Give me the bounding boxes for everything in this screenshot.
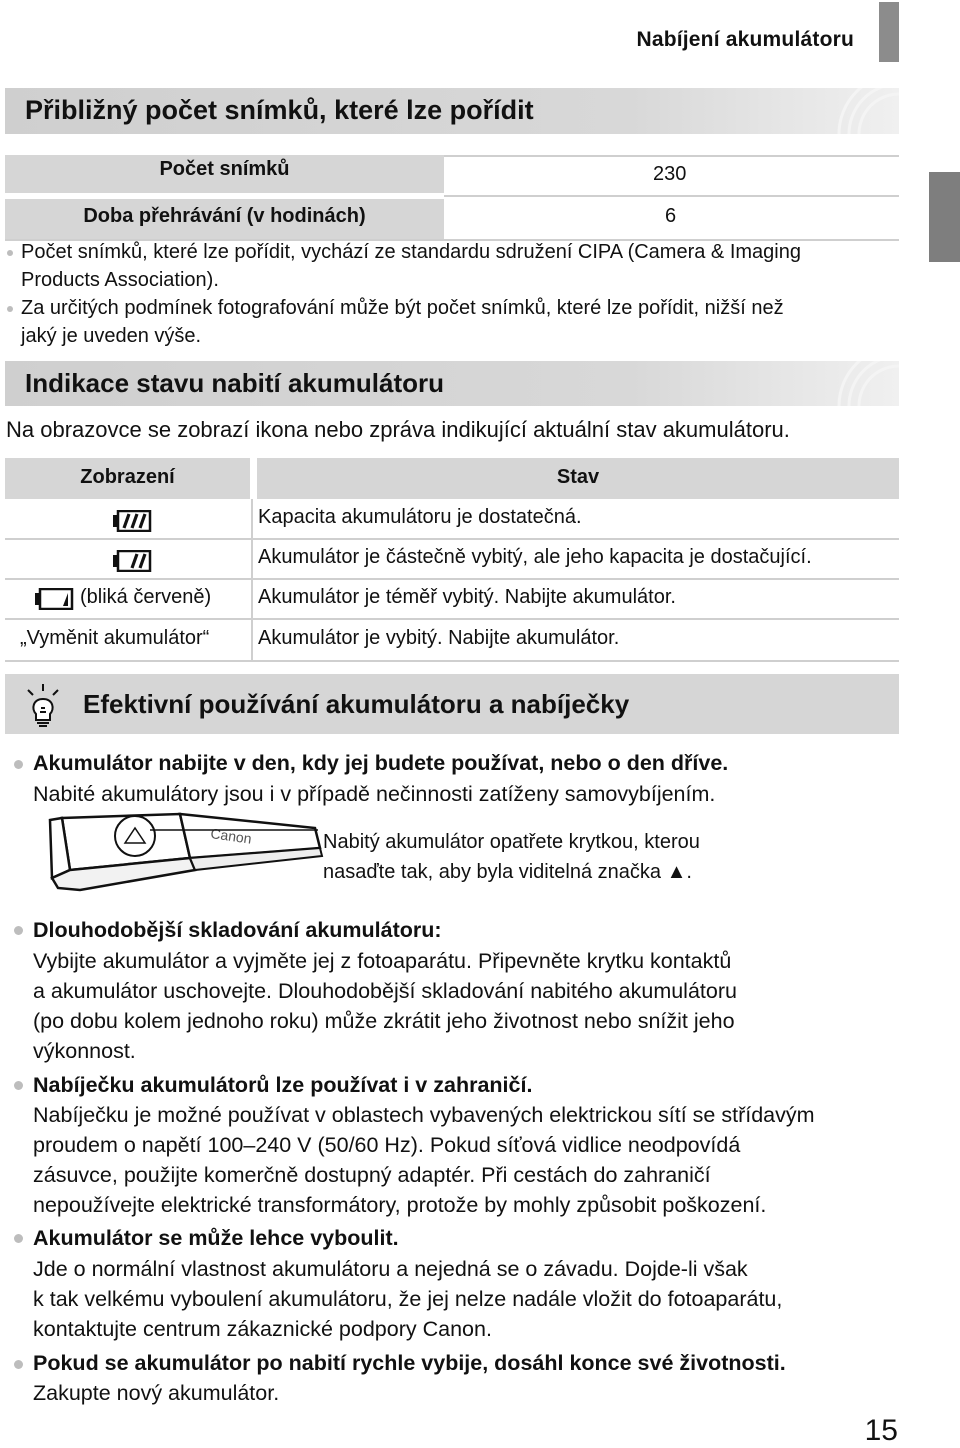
tip-3-line: zásuvce, použijte komerčně dostupný adaptér. Při cestách do zahraničí	[33, 1163, 711, 1187]
bullet-dot	[14, 926, 23, 935]
section-band-shots	[5, 88, 899, 134]
column-header-state: Stav	[257, 458, 899, 499]
shots-count-label: Počet snímků	[159, 158, 290, 180]
bullet-dot	[7, 250, 13, 256]
tip-2-line: (po dobu kolem jednoho roku) může zkrátit jeho životnost nebo snížit jeho	[33, 1009, 735, 1033]
state-row-2: Akumulátor je částečně vybitý, ale jeho kapacita je dostačující.	[258, 546, 812, 568]
tip-3-line: proudem o napětí 100–240 V (50/60 Hz). Pokud síťová vidlice neodpovídá	[33, 1133, 741, 1157]
section-title-tips: Efektivní používání akumulátoru a nabíječky	[83, 689, 630, 719]
table-rule	[251, 499, 253, 662]
playback-time-value: 6	[665, 205, 677, 227]
lightbulb-tip-icon	[23, 682, 63, 728]
column-header-display: Zobrazení	[5, 458, 250, 499]
battery-with-cover-illustration	[40, 808, 330, 898]
display-row-3: (bliká červeně)	[80, 586, 212, 608]
section-band-tips	[5, 674, 899, 734]
battery-low-icon	[34, 588, 74, 610]
tip-4-line: kontaktujte centrum zákaznické podpory Canon.	[33, 1317, 492, 1341]
battery-full-icon	[112, 510, 152, 532]
table-rule	[444, 155, 899, 157]
shots-table	[5, 155, 899, 241]
bullet-dot	[14, 1081, 23, 1090]
tip-2-line: Vybijte akumulátor a vyjměte jej z fotoaparátu. Připevněte krytku kontaktů	[33, 949, 732, 973]
table-row-label	[5, 155, 444, 193]
state-row-4: Akumulátor je vybitý. Nabijte akumulátor.	[258, 627, 620, 649]
page-number: 15	[864, 1414, 898, 1447]
tip-3-line: Nabíječku je možné používat v oblastech vybavených elektrickou sítí se střídavým	[33, 1103, 815, 1127]
running-header: Nabíjení akumulátoru	[636, 28, 854, 51]
tip-4-line: k tak velkému vyboulení akumulátoru, že jej nelze nadále vložit do fotoaparátu,	[33, 1287, 783, 1311]
playback-time-label: Doba přehrávání (v hodinách)	[83, 205, 366, 227]
section-title-shots: Přibližný počet snímků, které lze pořídit	[25, 95, 534, 125]
table-rule	[5, 618, 899, 620]
battery-partial-icon	[112, 550, 152, 572]
bullet-dot	[14, 1234, 23, 1243]
table-rule	[5, 578, 899, 580]
spiral-decoration-icon	[829, 88, 899, 134]
table-row-label	[5, 199, 444, 239]
shots-count-value: 230	[653, 163, 687, 185]
tip-1-text: Nabité akumulátory jsou i v případě nečinnosti zatíženy samovybíjením.	[33, 782, 716, 806]
header-tab-marker	[879, 2, 899, 62]
section-title-indicator: Indikace stavu nabití akumulátoru	[25, 368, 444, 398]
tip-3-line: nepoužívejte elektrické transformátory, protože by mohly způsobit poškození.	[33, 1193, 767, 1217]
table-rule	[5, 660, 899, 662]
table-rule	[444, 195, 899, 197]
tip-4-line: Jde o normální vlastnost akumulátoru a nejedná se o závadu. Dojde-li však	[33, 1257, 748, 1281]
bullet-dot	[14, 760, 23, 769]
spiral-decoration-icon	[829, 361, 899, 406]
note-conditions: Za určitých podmínek fotografování může být počet snímků, které lze pořídit, nižší než jaký je uveden výše.	[21, 297, 784, 347]
display-row-4: „Vyměnit akumulátor“	[20, 627, 210, 649]
table-rule	[5, 538, 899, 540]
tip-2-head: Dlouhodobější skladování akumulátoru:	[33, 918, 442, 942]
section-band-indicator	[5, 361, 899, 406]
tip-5-line: Zakupte nový akumulátor.	[33, 1381, 280, 1405]
bullet-dot	[7, 306, 13, 312]
state-row-3: Akumulátor je téměř vybitý. Nabijte akumulátor.	[258, 586, 676, 608]
state-row-1: Kapacita akumulátoru je dostatečná.	[258, 506, 582, 528]
battery-caption: Nabitý akumulátor opatřete krytkou, kterou nasaďte tak, aby byla viditelná značka ▲.	[323, 831, 700, 883]
tip-2-line: a akumulátor uschovejte. Dlouhodobější skladování nabitého akumulátoru	[33, 979, 737, 1003]
battery-state-table	[5, 458, 899, 662]
chapter-edge-tab	[929, 172, 960, 262]
tip-2-line: výkonnost.	[33, 1039, 136, 1063]
bullet-dot	[14, 1360, 23, 1369]
canon-brand-text: Canon	[209, 825, 253, 847]
tip-5-head: Pokud se akumulátor po nabití rychle vybije, dosáhl konce své životnosti.	[33, 1351, 786, 1375]
indicator-intro: Na obrazovce se zobrazí ikona nebo zpráva indikující aktuální stav akumulátoru.	[6, 417, 790, 442]
tip-4-head: Akumulátor se může lehce vyboulit.	[33, 1226, 399, 1250]
tip-1-head: Akumulátor nabijte v den, kdy jej budete používat, nebo o den dříve.	[33, 751, 729, 775]
note-cipa: Počet snímků, které lze pořídit, vychází ze standardu sdružení CIPA (Camera & Imaging Products Association).	[21, 241, 801, 291]
tip-3-head: Nabíječku akumulátorů lze používat i v zahraničí.	[33, 1073, 533, 1097]
